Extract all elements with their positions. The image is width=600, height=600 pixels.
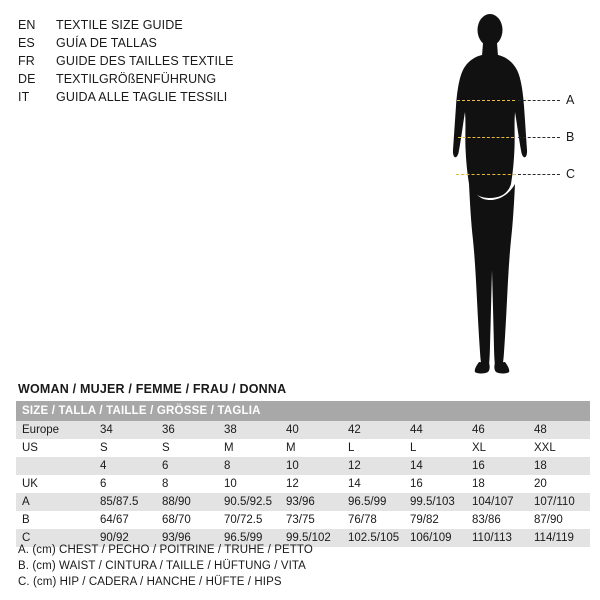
cell: M: [280, 439, 342, 457]
cell: 114/119: [528, 529, 590, 547]
cell: XXL: [528, 439, 590, 457]
cell: M: [218, 439, 280, 457]
cell: 34: [94, 421, 156, 439]
cell: 18: [466, 475, 528, 493]
row-label: UK: [16, 475, 94, 493]
language-text-es: GUÍA DE TALLAS: [56, 36, 157, 50]
cell: 18: [528, 457, 590, 475]
cell: 99.5/102: [280, 529, 342, 547]
cell: 38: [218, 421, 280, 439]
language-text-it: GUIDA ALLE TAGLIE TESSILI: [56, 90, 228, 104]
cell: 42: [342, 421, 404, 439]
measurement-legend: [18, 542, 468, 590]
size-table: [16, 401, 590, 547]
cell: 102.5/105: [342, 529, 404, 547]
cell: 10: [280, 457, 342, 475]
cell: 48: [528, 421, 590, 439]
cell: 16: [404, 475, 466, 493]
cell: 73/75: [280, 511, 342, 529]
row-label: [16, 457, 94, 475]
cell: 14: [342, 475, 404, 493]
table-caption: WOMAN / MUJER / FEMME / FRAU / DONNA: [18, 382, 287, 396]
cell: 36: [156, 421, 218, 439]
measure-label-a: A: [566, 93, 575, 107]
cell: 46: [466, 421, 528, 439]
table-header-row: [16, 401, 590, 421]
cell: 12: [342, 457, 404, 475]
row-label: C: [16, 529, 94, 547]
language-code-fr: FR: [18, 54, 35, 68]
cell: 110/113: [466, 529, 528, 547]
table-row: [16, 439, 590, 457]
table-row: [16, 457, 590, 475]
cell: 14: [404, 457, 466, 475]
cell: 40: [280, 421, 342, 439]
language-code-it: IT: [18, 90, 30, 104]
cell: 6: [94, 475, 156, 493]
legend-row-b: B. (cm) WAIST / CINTURA / TAILLE / HÜFTUNG / VITA: [18, 560, 306, 572]
measure-line-a-body: [457, 100, 515, 101]
cell: 88/90: [156, 493, 218, 511]
language-row-de: [18, 70, 318, 88]
cell: XL: [466, 439, 528, 457]
language-text-fr: GUIDE DES TAILLES TEXTILE: [56, 54, 234, 68]
cell: 93/96: [156, 529, 218, 547]
legend-row-c: C. (cm) HIP / CADERA / HANCHE / HÜFTE / HIPS: [18, 576, 282, 588]
female-silhouette-icon: [430, 8, 550, 376]
cell: 12: [280, 475, 342, 493]
measure-line-b-body: [458, 137, 514, 138]
row-label: B: [16, 511, 94, 529]
measure-label-c: C: [566, 167, 576, 181]
language-header-block: [18, 16, 318, 106]
figure-diagram: [400, 8, 600, 378]
measure-line-b-leader: [518, 137, 560, 138]
size-table-area: [16, 382, 584, 547]
cell: 93/96: [280, 493, 342, 511]
cell: 6: [156, 457, 218, 475]
cell: 90/92: [94, 529, 156, 547]
cell: 10: [218, 475, 280, 493]
cell: 70/72.5: [218, 511, 280, 529]
language-code-es: ES: [18, 36, 35, 50]
cell: 83/86: [466, 511, 528, 529]
language-code-de: DE: [18, 72, 36, 86]
table-row: [16, 475, 590, 493]
cell: 4: [94, 457, 156, 475]
cell: 106/109: [404, 529, 466, 547]
cell: S: [94, 439, 156, 457]
measure-line-c-body: [456, 174, 516, 175]
measure-line-c-leader: [518, 174, 560, 175]
measure-line-a-leader: [518, 100, 560, 101]
row-label: US: [16, 439, 94, 457]
cell: 64/67: [94, 511, 156, 529]
cell: 8: [156, 475, 218, 493]
row-label: Europe: [16, 421, 94, 439]
cell: 79/82: [404, 511, 466, 529]
language-code-en: EN: [18, 18, 36, 32]
cell: 87/90: [528, 511, 590, 529]
language-row-fr: [18, 52, 318, 70]
table-row: [16, 421, 590, 439]
language-text-en: TEXTILE SIZE GUIDE: [56, 18, 183, 32]
table-row: [16, 511, 590, 529]
cell: L: [404, 439, 466, 457]
cell: 16: [466, 457, 528, 475]
cell: 99.5/103: [404, 493, 466, 511]
cell: 96.5/99: [218, 529, 280, 547]
language-text-de: TEXTILGRÖßENFÜHRUNG: [56, 72, 217, 86]
language-row-it: [18, 88, 318, 106]
measure-label-b: B: [566, 130, 575, 144]
cell: 8: [218, 457, 280, 475]
language-row-es: [18, 34, 318, 52]
cell: 90.5/92.5: [218, 493, 280, 511]
cell: 107/110: [528, 493, 590, 511]
cell: 68/70: [156, 511, 218, 529]
legend-row-a: A. (cm) CHEST / PECHO / POITRINE / TRUHE / PETTO: [18, 544, 313, 556]
cell: S: [156, 439, 218, 457]
cell: L: [342, 439, 404, 457]
cell: 85/87.5: [94, 493, 156, 511]
cell: 104/107: [466, 493, 528, 511]
table-row: [16, 493, 590, 511]
cell: 20: [528, 475, 590, 493]
table-header-label: SIZE / TALLA / TAILLE / GRÖSSE / TAGLIA: [16, 401, 590, 421]
language-row-en: [18, 16, 318, 34]
cell: 76/78: [342, 511, 404, 529]
row-label: A: [16, 493, 94, 511]
cell: 96.5/99: [342, 493, 404, 511]
cell: 44: [404, 421, 466, 439]
